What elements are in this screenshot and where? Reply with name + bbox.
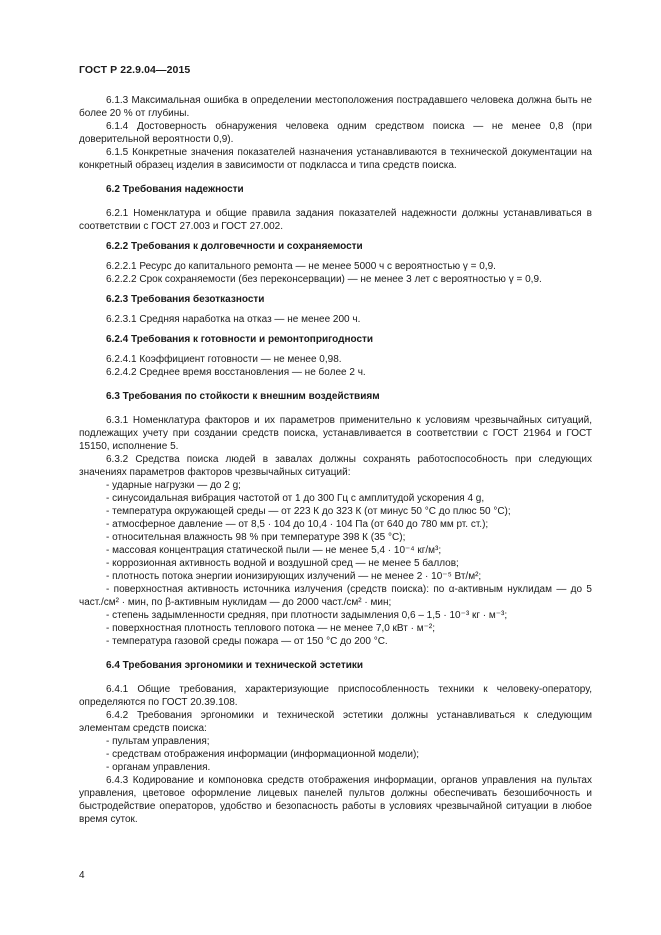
clause-6-3-1: 6.3.1 Номенклатура факторов и их параметров применительно к условиям чрезвычайных ситуаций, подлежащих учету при создании средств поиска, устанавливается в соответствии с ГОСТ 21964 и ГОСТ 15150, исполнение 5. — [79, 415, 592, 452]
document-header: ГОСТ Р 22.9.04—2015 — [79, 64, 191, 76]
section-heading-6-2: 6.2 Требования надежности — [106, 184, 244, 195]
list-item: - средствам отображения информации (информационной модели); — [106, 749, 420, 760]
clause-6-2-4-1: 6.2.4.1 Коэффициент готовности — не менее 0,98. — [106, 354, 342, 365]
clause-6-2-4-2: 6.2.4.2 Среднее время восстановления — не более 2 ч. — [106, 367, 366, 378]
clause-6-2-1: 6.2.1 Номенклатура и общие правила задания показателей надежности должны устанавливаться в соответствии с ГОСТ 27.003 и ГОСТ 27.002. — [79, 208, 592, 232]
list-item: - пультам управления; — [106, 736, 210, 747]
clause-6-4-2: 6.4.2 Требования эргономики и технической эстетики должны устанавливаться к следующим элементам средств поиска: — [79, 710, 592, 734]
section-heading-6-4: 6.4 Требования эргономики и технической эстетики — [106, 660, 364, 671]
list-item: - поверхностная плотность теплового потока — не менее 7,0 кВт · м⁻²; — [106, 623, 435, 634]
list-item: - температура окружающей среды — от 223 К до 323 К (от минус 50 °С до плюс 50 °С); — [106, 506, 511, 517]
clause-6-1-5: 6.1.5 Конкретные значения показателей назначения устанавливаются в технической документации на конкретный образец изделия в зависимости от подкласса и типа средств поиска. — [79, 147, 592, 171]
list-item: - относительная влажность 98 % при температуре 398 К (35 °С); — [106, 532, 406, 543]
subsection-heading-6-2-3: 6.2.3 Требования безотказности — [106, 294, 265, 305]
document-body — [79, 94, 592, 826]
page-number: 4 — [79, 870, 85, 881]
list-item: - степень задымленности средняя, при плотности задымления 0,6 – 1,5 · 10⁻³ кг · м⁻³; — [106, 610, 508, 621]
clause-6-4-1: 6.4.1 Общие требования, характеризующие приспособленность техники к человеку-оператору, определяются по ГОСТ 20.39.108. — [79, 684, 592, 708]
clause-6-2-2-1: 6.2.2.1 Ресурс до капитального ремонта — не менее 5000 ч с вероятностью γ = 0,9. — [106, 261, 496, 272]
clause-6-1-3: 6.1.3 Максимальная ошибка в определении местоположения пострадавшего человека должна быть не более 20 % от глубины. — [79, 95, 592, 119]
list-item: - ударные нагрузки — до 2 g; — [106, 480, 241, 491]
clause-6-1-4: 6.1.4 Достоверность обнаружения человека одним средством поиска — не менее 0,8 (при доверительной вероятности 0,9). — [79, 121, 592, 145]
subsection-heading-6-2-4: 6.2.4 Требования к готовности и ремонтопригодности — [106, 334, 374, 345]
list-item: - температура газовой среды пожара — от 150 °С до 200 °С. — [106, 636, 388, 647]
list-item: - поверхностная активность источника излучения (средств поиска): по α-активным нуклидам — до 5 част./см² · мин, по β-активным нуклидам — до 2000 част./см² · мин; — [79, 584, 592, 608]
list-item: - синусоидальная вибрация частотой от 1 до 300 Гц с амплитудой ускорения 4 g, — [106, 493, 485, 504]
clause-6-2-3-1: 6.2.3.1 Средняя наработка на отказ — не менее 200 ч. — [106, 314, 361, 325]
clause-6-2-2-2: 6.2.2.2 Срок сохраняемости (без переконсервации) — не менее 3 лет с вероятностью γ = 0,9. — [106, 274, 542, 285]
clause-6-3-2: 6.3.2 Средства поиска людей в завалах должны сохранять работоспособность при следующих значениях параметров факторов чрезвычайных ситуаций: — [79, 454, 592, 478]
clause-6-4-3: 6.4.3 Кодирование и компоновка средств отображения информации, органов управления на пультах управления, цветовое оформление лицевых панелей пультов должны обеспечивать безошибочность и быстродействие операторов, удобство и безопасность работы в условиях чрезвычайной ситуации в любое время суток. — [79, 775, 592, 825]
list-item: - атмосферное давление — от 8,5 · 104 до 10,4 · 104 Па (от 640 до 780 мм рт. ст.); — [106, 519, 489, 530]
list-item: - органам управления. — [106, 762, 211, 773]
section-heading-6-3: 6.3 Требования по стойкости к внешним воздействиям — [106, 391, 380, 402]
list-item: - коррозионная активность водной и воздушной сред — не менее 5 баллов; — [106, 558, 459, 569]
list-item: - массовая концентрация статической пыли — не менее 5,4 · 10⁻⁴ кг/м³; — [106, 545, 442, 556]
list-item: - плотность потока энергии ионизирующих излучений — не менее 2 · 10⁻⁵ Вт/м²; — [106, 571, 482, 582]
subsection-heading-6-2-2: 6.2.2 Требования к долговечности и сохраняемости — [106, 241, 363, 252]
